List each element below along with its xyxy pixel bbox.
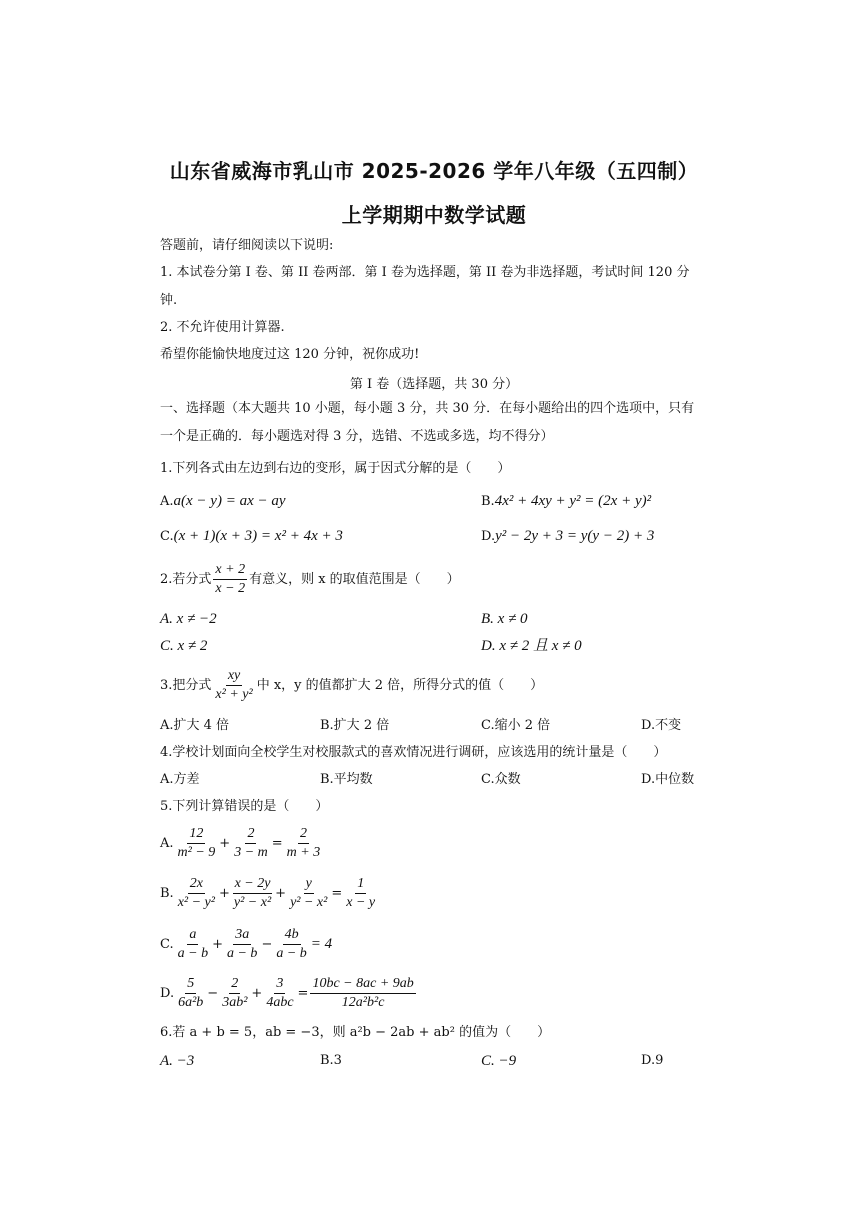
section-title: 第 I 卷（选择题，共 30 分） xyxy=(349,377,519,392)
option-label: A. xyxy=(160,836,174,851)
option-label: C. xyxy=(160,529,174,544)
fraction-numerator: 2x xyxy=(188,876,205,894)
fraction-numerator: y xyxy=(304,876,314,894)
fraction xyxy=(225,927,259,962)
question-2-stem xyxy=(160,562,460,597)
fraction xyxy=(274,927,308,962)
fraction-denominator: x² + y² xyxy=(215,687,253,702)
fraction-denominator: y² − x² xyxy=(290,895,328,910)
fraction-denominator: a − b xyxy=(226,946,258,961)
exam-title-line1: 山东省威海市乳山市 2025-2026 学年八年级（五四制） xyxy=(169,159,699,183)
q2-option-a: A. x ≠ −2 xyxy=(160,611,217,627)
fraction-numerator: 1 xyxy=(355,876,366,894)
fraction xyxy=(176,976,205,1011)
option-label: D. xyxy=(481,529,496,544)
fraction-denominator: x² − y² xyxy=(177,895,215,910)
q2-option-d: D. x ≠ 2 且 x ≠ 0 xyxy=(481,638,582,654)
question-3-stem xyxy=(160,668,543,703)
intro-line: 希望你能愉快地度过这 120 分钟，祝你成功! xyxy=(160,347,420,362)
fraction xyxy=(213,668,254,703)
q5-option-a xyxy=(160,826,324,862)
fraction xyxy=(176,826,218,861)
fraction-numerator: 2 xyxy=(229,976,240,994)
intro-line: 1. 本试卷分第 I 卷、第 II 卷两部．第 I 卷为选择题，第 II 卷为非选择题，考试时间 120 分 xyxy=(160,265,690,280)
operator: + xyxy=(219,836,231,851)
q1-option-c xyxy=(160,527,343,546)
fraction-denominator: a − b xyxy=(276,946,307,961)
q4-option-a: A.方差 xyxy=(160,772,200,787)
fraction xyxy=(220,976,249,1011)
fraction xyxy=(176,876,217,911)
fraction-denominator: 4abc xyxy=(266,995,294,1010)
question-4-stem: 4.学校计划面向全校学生对校服款式的喜欢情况进行调研，应该选用的统计量是（ ） xyxy=(160,745,667,760)
stem-text: 2.若分式 xyxy=(160,572,212,587)
q6-option-a: A. −3 xyxy=(160,1053,195,1069)
exam-title-line2: 上学期期中数学试题 xyxy=(341,203,527,227)
fraction-numerator: x + 2 xyxy=(213,562,247,580)
fraction xyxy=(310,976,415,1011)
fraction-numerator: 3a xyxy=(233,927,251,945)
fraction-numerator: 3 xyxy=(274,976,285,994)
fraction xyxy=(176,927,210,962)
option-expression: a(x − y) = ax − ay xyxy=(173,493,286,509)
question-5-stem: 5.下列计算错误的是（ ） xyxy=(160,799,329,814)
operator: + xyxy=(251,986,263,1001)
fraction xyxy=(213,562,247,597)
fraction-numerator: a xyxy=(187,927,198,945)
fraction-denominator: m² − 9 xyxy=(177,845,216,860)
fraction-denominator: x − y xyxy=(346,895,376,910)
fraction-numerator: 12 xyxy=(187,826,205,844)
stem-text: 有意义，则 x 的取值范围是（ ） xyxy=(249,572,460,587)
stem-text: 中 x，y 的值都扩大 2 倍，所得分式的值（ ） xyxy=(256,678,544,693)
fraction xyxy=(232,826,270,861)
q3-option-c: C.缩小 2 倍 xyxy=(481,718,551,733)
intro-line: 答题前，请仔细阅读以下说明: xyxy=(160,238,334,253)
q1-option-a xyxy=(160,492,286,511)
q3-option-d: D.不变 xyxy=(641,718,682,733)
fraction xyxy=(288,876,329,911)
q4-option-b: B.平均数 xyxy=(320,772,373,787)
q5-option-c xyxy=(160,926,332,963)
fraction-numerator: 2 xyxy=(245,826,256,844)
fraction-numerator: 4b xyxy=(283,927,301,945)
q4-option-d: D.中位数 xyxy=(641,772,695,787)
operator: = xyxy=(331,886,343,901)
fraction-numerator: 10bc − 8ac + 9ab xyxy=(310,976,415,994)
q3-option-a: A.扩大 4 倍 xyxy=(160,718,230,733)
option-label: A. xyxy=(160,494,174,509)
operator: + xyxy=(218,886,230,901)
q6-option-b: B.3 xyxy=(320,1053,342,1068)
operator: − xyxy=(261,937,273,952)
operator: = xyxy=(271,836,283,851)
fraction-denominator: 3ab² xyxy=(222,995,248,1010)
fraction-denominator: m + 3 xyxy=(286,845,321,860)
q6-option-d: D.9 xyxy=(641,1053,664,1068)
question-6-stem: 6.若 a + b = 5，ab = −3，则 a²b − 2ab + ab² 的值为（ ） xyxy=(160,1025,551,1040)
q1-option-d xyxy=(481,527,654,546)
q6-option-c: C. −9 xyxy=(481,1053,517,1069)
q5-option-d xyxy=(160,976,418,1012)
stem-text: 3.把分式 xyxy=(160,678,212,693)
section-description: 一个是正确的．每小题选对得 3 分，选错、不选或多选，均不得分） xyxy=(160,429,554,444)
operator: − xyxy=(207,986,219,1001)
option-label: D. xyxy=(160,986,175,1001)
fraction xyxy=(285,826,323,861)
q4-option-c: C.众数 xyxy=(481,772,521,787)
option-expression: (x + 1)(x + 3) = x² + 4x + 3 xyxy=(173,528,343,544)
q1-option-b xyxy=(481,492,651,511)
section-description: 一、选择题（本大题共 10 小题，每小题 3 分，共 30 分．在每小题给出的四个选项中，只有 xyxy=(160,401,695,416)
q3-option-b: B.扩大 2 倍 xyxy=(320,718,390,733)
question-1-stem: 1.下列各式由左边到右边的变形，属于因式分解的是（ ） xyxy=(160,461,511,476)
intro-line: 2. 不允许使用计算器. xyxy=(160,320,285,335)
fraction-numerator: x − 2y xyxy=(233,876,273,894)
fraction-denominator: a − b xyxy=(177,946,209,961)
option-expression: 4x² + 4xy + y² = (2x + y)² xyxy=(494,493,652,509)
option-expression: y² − 2y + 3 = y(y − 2) + 3 xyxy=(495,528,655,544)
fraction-denominator: 12a²b²c xyxy=(341,995,385,1010)
operator: + xyxy=(212,937,223,952)
fraction-denominator: x − 2 xyxy=(215,581,246,596)
q2-option-b: B. x ≠ 0 xyxy=(481,611,528,627)
fraction xyxy=(232,876,273,911)
option-label: B. xyxy=(481,494,495,509)
q5-option-b xyxy=(160,876,379,912)
q2-option-c: C. x ≠ 2 xyxy=(160,638,208,654)
operator: = 4 xyxy=(310,936,333,952)
option-label: C. xyxy=(160,937,174,952)
fraction xyxy=(344,876,377,911)
fraction-numerator: 5 xyxy=(185,976,196,994)
operator: = xyxy=(297,986,309,1001)
fraction-numerator: xy xyxy=(226,668,242,686)
fraction-denominator: 6a²b xyxy=(178,995,204,1010)
operator: + xyxy=(275,886,287,901)
fraction-denominator: y² − x² xyxy=(233,895,272,910)
fraction-numerator: 2 xyxy=(298,826,309,844)
fraction-denominator: 3 − m xyxy=(234,845,268,860)
intro-line: 钟. xyxy=(160,293,178,308)
fraction xyxy=(264,976,295,1011)
option-label: B. xyxy=(160,886,174,901)
